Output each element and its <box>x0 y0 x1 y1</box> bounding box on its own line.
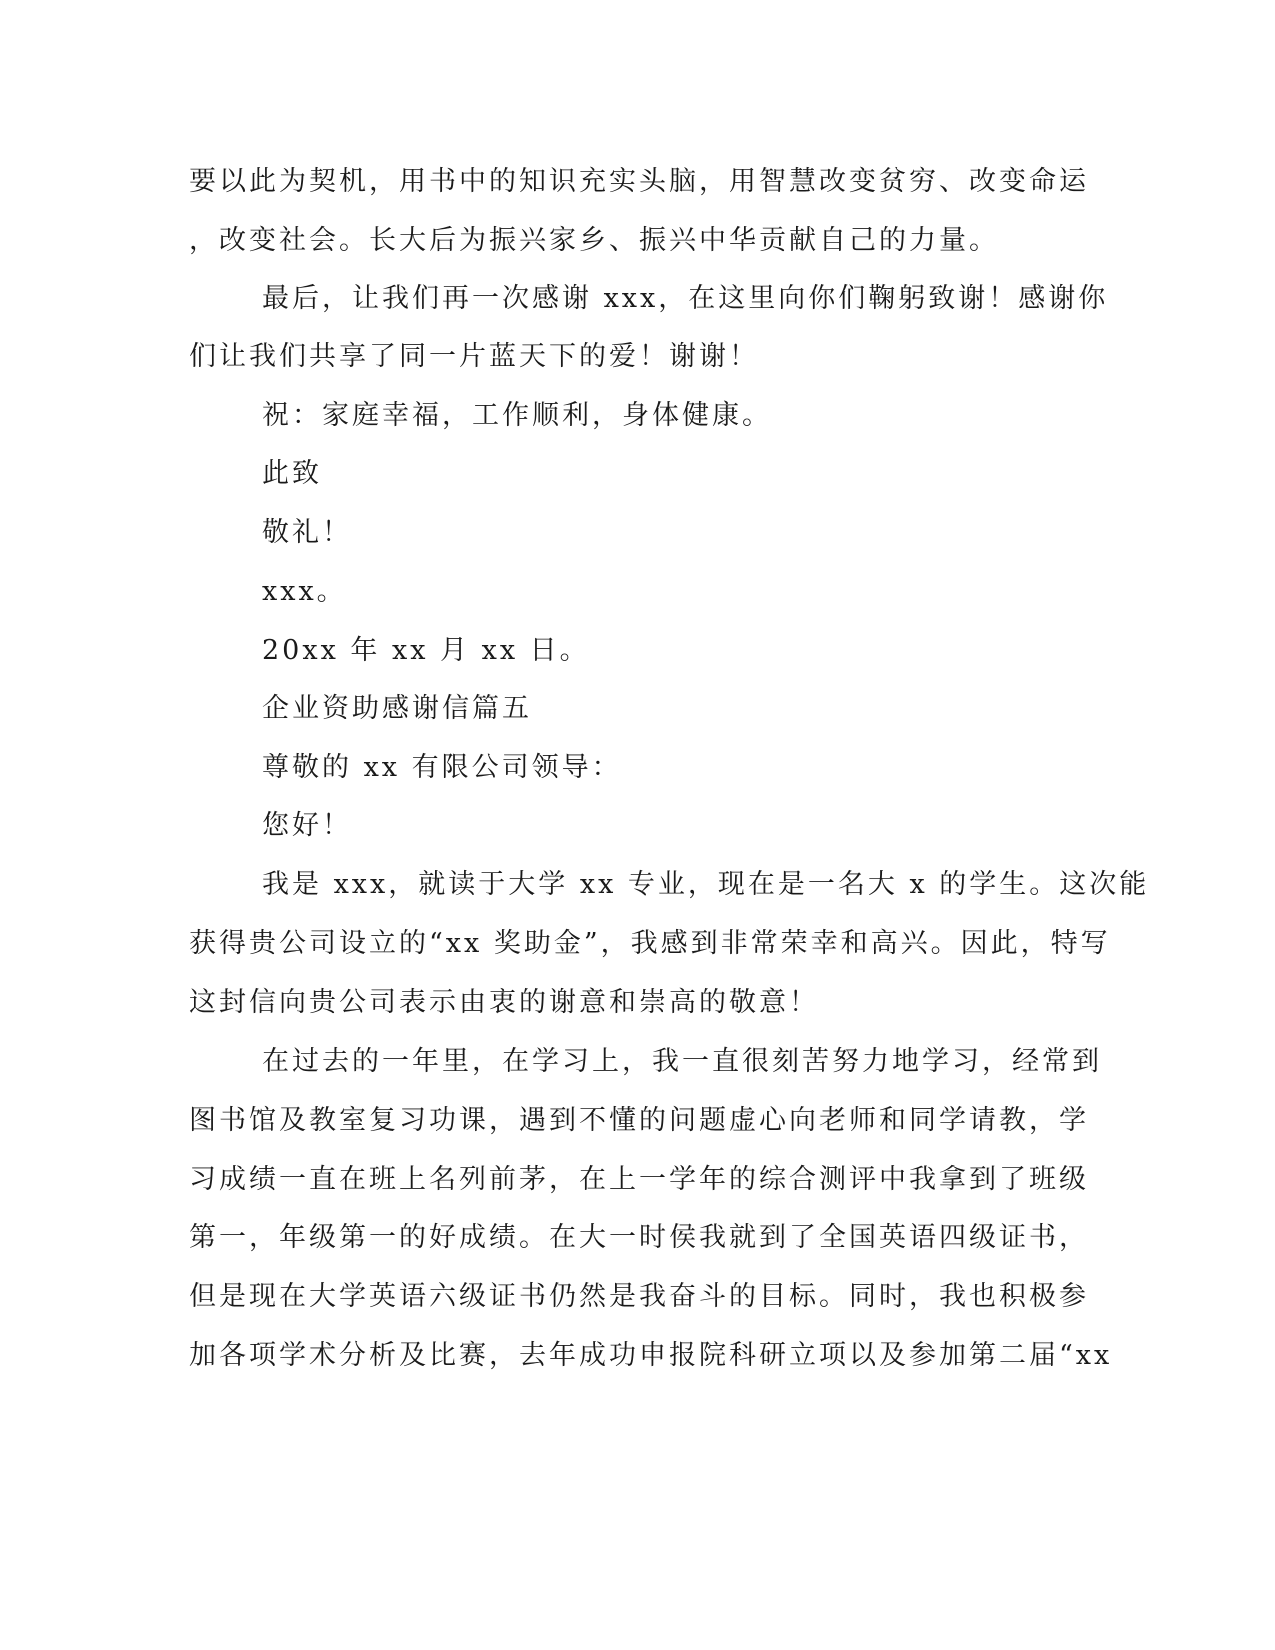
letter-date: 20xx 年 xx 月 xx 日。 <box>262 635 590 666</box>
body-text-line: 获得贵公司设立的“xx 奖助金”，我感到非常荣幸和高兴。因此，特写 <box>189 928 1111 959</box>
section-title: 企业资助感谢信篇五 <box>262 693 532 724</box>
greeting-recipient: 尊敬的 xx 有限公司领导： <box>262 752 622 783</box>
closing-salutation: 此致 <box>262 458 322 489</box>
body-text-line: 要以此为契机，用书中的知识充实头脑，用智慧改变贫穷、改变命运 <box>189 166 1089 197</box>
body-text-line: 在过去的一年里，在学习上，我一直很刻苦努力地学习，经常到 <box>262 1046 1102 1077</box>
body-text-line: 但是现在大学英语六级证书仍然是我奋斗的目标。同时，我也积极参 <box>189 1281 1089 1312</box>
closing-wish: 祝：家庭幸福，工作顺利，身体健康。 <box>262 400 772 431</box>
signature: xxx。 <box>262 576 347 607</box>
greeting: 您好！ <box>262 810 352 841</box>
body-text-line: 习成绩一直在班上名列前茅，在上一学年的综合测评中我拿到了班级 <box>189 1164 1089 1195</box>
body-text-line: 我是 xxx，就读于大学 xx 专业，现在是一名大 x 的学生。这次能 <box>262 869 1150 900</box>
body-text-line: ，改变社会。长大后为振兴家乡、振兴中华贡献自己的力量。 <box>189 225 999 256</box>
body-text-line: 这封信向贵公司表示由衷的谢意和崇高的敬意！ <box>189 987 819 1018</box>
closing-regards: 敬礼！ <box>262 517 352 548</box>
body-text-line: 第一，年级第一的好成绩。在大一时侯我就到了全国英语四级证书， <box>189 1222 1089 1253</box>
body-text-line: 图书馆及教室复习功课，遇到不懂的问题虚心向老师和同学请教，学 <box>189 1105 1089 1136</box>
body-text-line: 加各项学术分析及比赛，去年成功申报院科研立项以及参加第二届“xx <box>189 1340 1113 1371</box>
body-text-line: 们让我们共享了同一片蓝天下的爱！谢谢！ <box>189 341 759 372</box>
body-text-line: 最后，让我们再一次感谢 xxx，在这里向你们鞠躬致谢！感谢你 <box>262 283 1109 314</box>
